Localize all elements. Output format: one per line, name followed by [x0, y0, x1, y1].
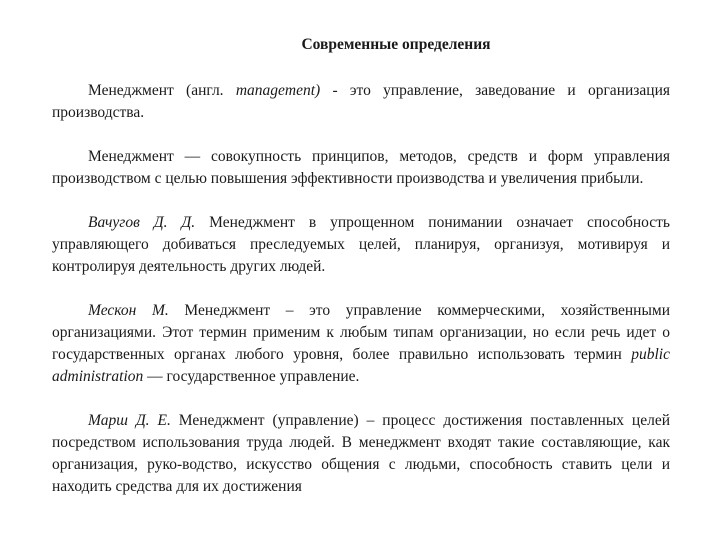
paragraph-4-text: — государственное управление.: [143, 368, 360, 385]
definition-paragraph-4: [52, 300, 670, 388]
paragraph-2-lead: Менеджмент — совокупность принципов, методов, средств и форм управления производством с целью повышения эффективности производства и увеличения прибыли.: [52, 148, 670, 187]
definition-paragraph-3: [52, 212, 670, 278]
definition-paragraph-5: [52, 410, 670, 498]
paragraph-4-author: Мескон М.: [88, 302, 169, 319]
paragraph-3-author: Вачугов Д. Д.: [88, 214, 196, 231]
paragraph-5-author: Марш Д. Е.: [88, 412, 171, 429]
document-page: [52, 36, 670, 520]
paragraph-1-lead: Менеджмент (англ.: [88, 82, 236, 99]
definition-paragraph-1: [52, 80, 670, 124]
paragraph-4-italic-term: public administration: [52, 346, 670, 385]
document-title: Современные определения: [301, 36, 491, 53]
paragraph-1-text: - это управление, заведование и организация производства.: [52, 82, 671, 121]
definition-paragraph-2: [52, 146, 670, 190]
paragraph-1-italic-term: management): [235, 82, 321, 99]
paragraph-5-lead: Менеджмент (управление) – процесс достижения поставленных целей посредством использования труда людей. В менеджмент входят такие составляющие, как организация, руко-водство, искусство общения с людьми, способность ставить цели и находить средства для их достижения: [52, 412, 670, 495]
paragraph-3-lead: Менеджмент в упрощенном понимании означает способность управляющего добиваться преследуемых целей, планируя, организуя, мотивируя и контролируя деятельность других людей.: [52, 214, 670, 275]
paragraph-4-lead: Менеджмент – это управление коммерческими, хозяйственными организациями. Этот термин применим к любым типам организации, но если речь идет о государственных органах любого уровня, более правильно использовать термин: [52, 302, 670, 363]
